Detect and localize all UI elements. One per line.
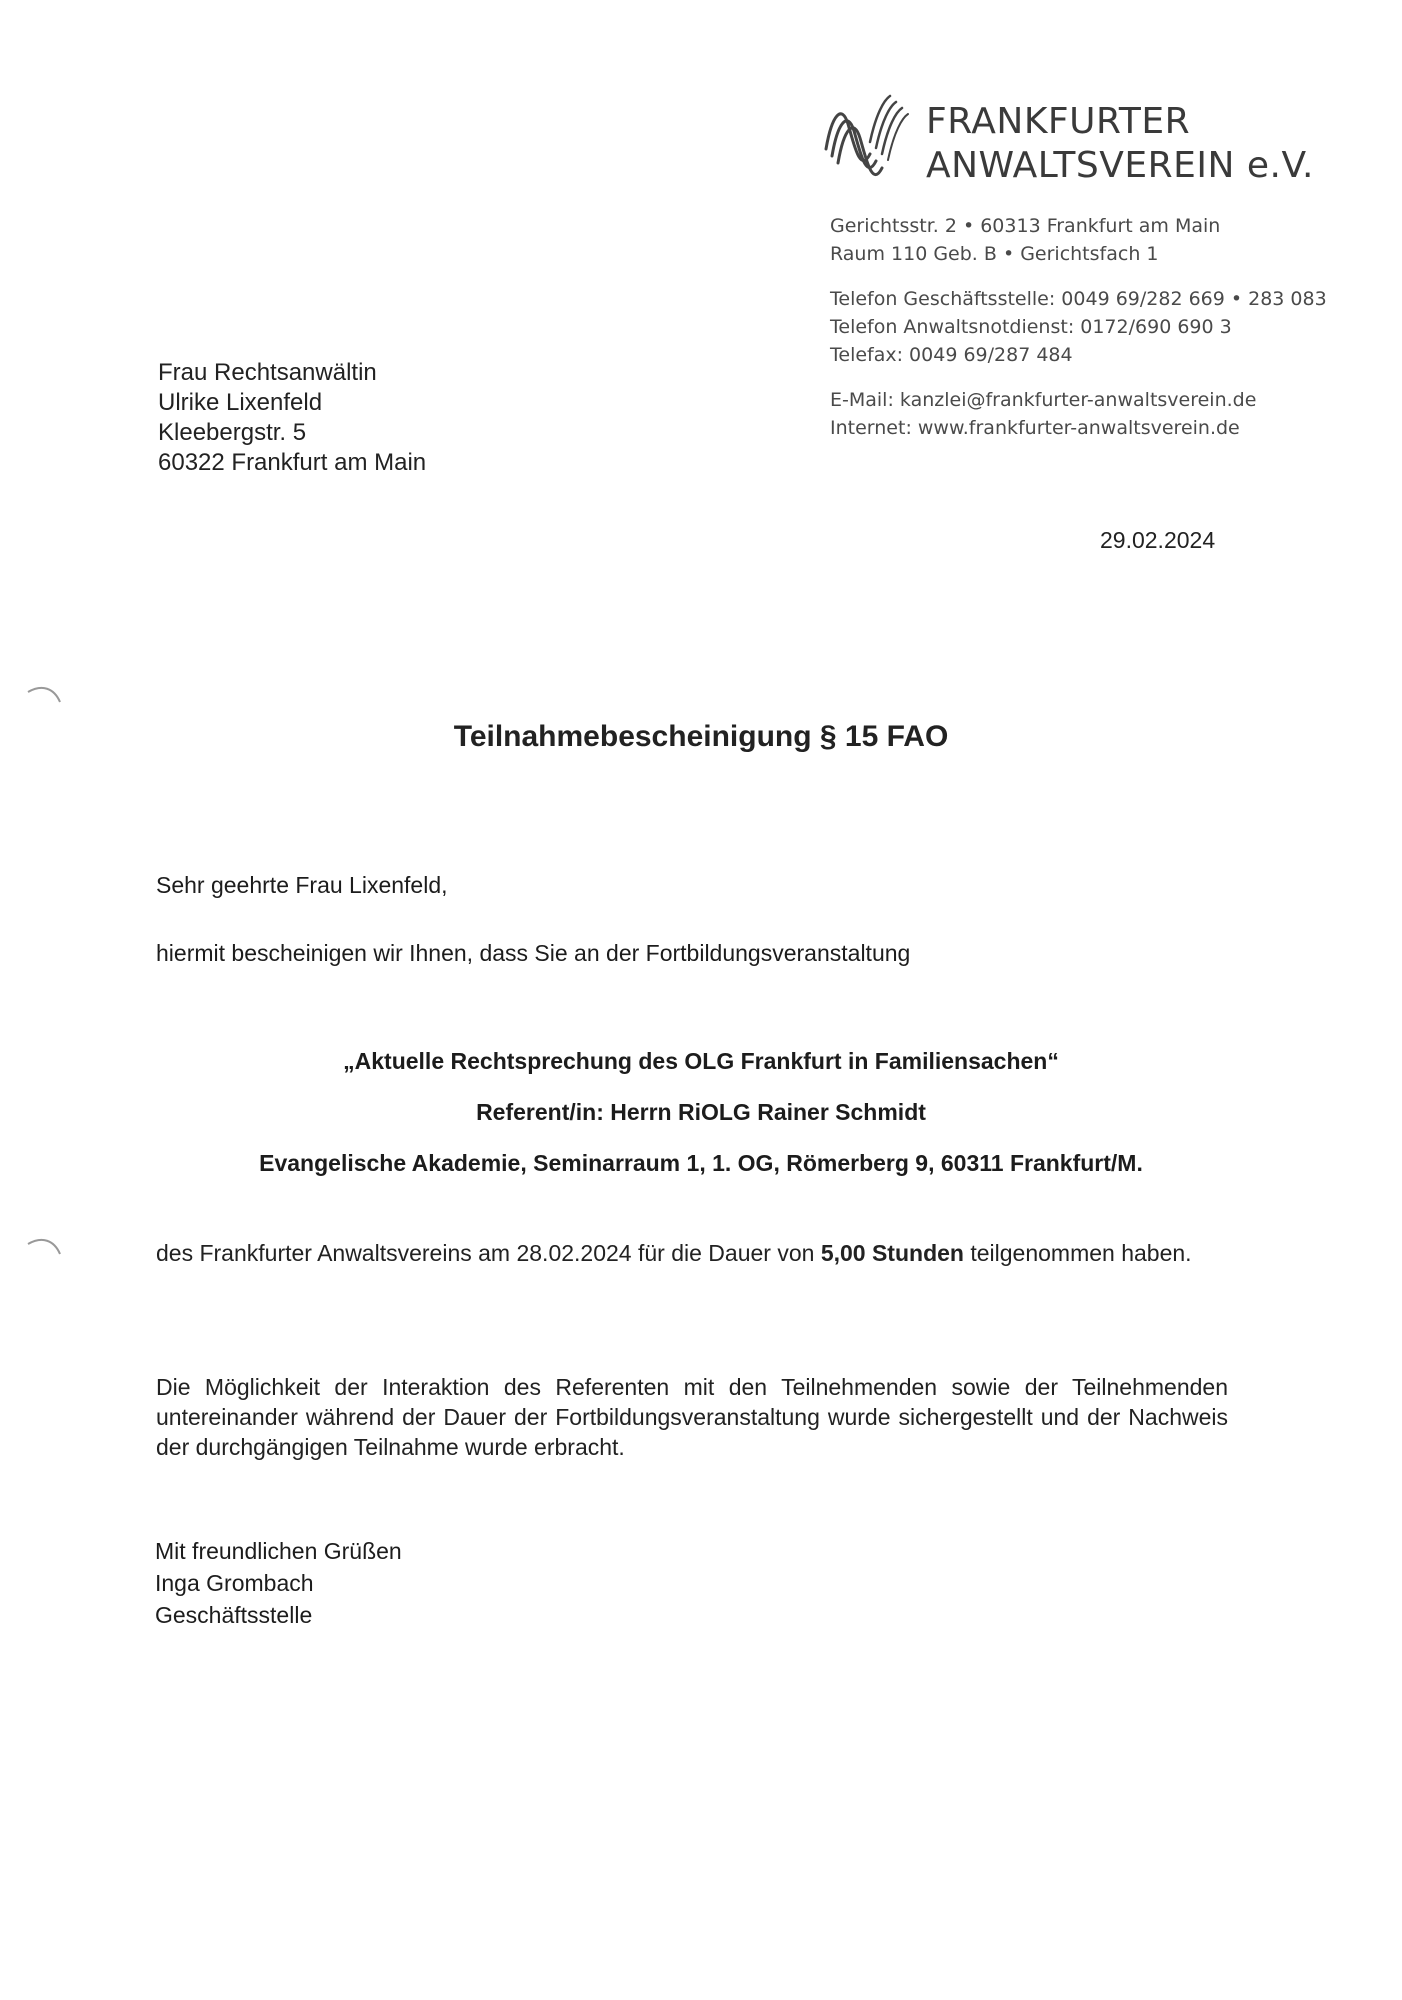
interaction-paragraph: Die Möglichkeit der Interaktion des Referenten mit den Teilnehmenden sowie der Teilnehmenden untereinander während der Dauer der Fortbildungsveranstaltung wurde sichergestellt und der Nachweis der durchgängigen Teilnahme wurde erbracht. <box>156 1374 1228 1460</box>
closing-block <box>155 1535 402 1631</box>
address-block <box>830 212 1390 268</box>
website-address: Internet: www.frankfurter-anwaltsverein.de <box>830 417 1240 439</box>
event-location: Evangelische Akademie, Seminarraum 1, 1. OG, Römerberg 9, 60311 Frankfurt/M. <box>259 1150 1143 1176</box>
phone-office: Telefon Geschäftsstelle: 0049 69/282 669 • 283 083 <box>830 288 1327 310</box>
punch-hole-mark-top <box>20 680 70 720</box>
recipient-line2: Ulrike Lixenfeld <box>158 389 323 416</box>
online-block <box>830 386 1390 442</box>
attendance-text-before: des Frankfurter Anwaltsvereins am 28.02.2024 für die Dauer von <box>156 1240 821 1266</box>
attendance-text-after: teilgenommen haben. <box>963 1240 1192 1266</box>
email-address: E-Mail: kanzlei@frankfurter-anwaltsverein.de <box>830 389 1257 411</box>
letterhead-logo <box>818 94 1402 194</box>
document-title: Teilnahmebescheinigung § 15 FAO <box>453 720 949 753</box>
address-line1: Gerichtsstr. 2 • 60313 Frankfurt am Main <box>830 215 1221 237</box>
signatory-name: Inga Grombach <box>155 1570 314 1596</box>
attendance-duration: 5,00 Stunden <box>820 1240 964 1266</box>
letter-date: 29.02.2024 <box>1100 527 1216 553</box>
recipient-line4: 60322 Frankfurt am Main <box>158 449 427 476</box>
closing-greeting: Mit freundlichen Grüßen <box>155 1538 402 1564</box>
signatory-position: Geschäftsstelle <box>155 1602 313 1628</box>
fax-number: Telefax: 0049 69/287 484 <box>830 344 1073 366</box>
attendance-paragraph <box>156 1238 1228 1268</box>
letterhead-contact <box>830 212 1390 459</box>
organization-name <box>926 100 1314 188</box>
intro-text: hiermit bescheinigen wir Ihnen, dass Sie an der Fortbildungsveranstaltung <box>156 940 911 966</box>
wave-stripes-logo-icon <box>818 94 918 194</box>
recipient-line1: Frau Rechtsanwältin <box>158 359 377 386</box>
phone-block <box>830 285 1390 369</box>
address-line2: Raum 110 Geb. B • Gerichtsfach 1 <box>830 243 1159 265</box>
event-speaker: Referent/in: Herrn RiOLG Rainer Schmidt <box>476 1099 926 1125</box>
salutation: Sehr geehrte Frau Lixenfeld, <box>156 872 448 898</box>
recipient-line3: Kleebergstr. 5 <box>158 419 307 446</box>
recipient-address <box>158 358 426 478</box>
organization-name-line2: ANWALTSVEREIN e.V. <box>926 145 1314 186</box>
event-name: „Aktuelle Rechtsprechung des OLG Frankfurt in Familiensachen“ <box>343 1048 1059 1074</box>
phone-emergency: Telefon Anwaltsnotdienst: 0172/690 690 3 <box>830 316 1232 338</box>
punch-hole-mark-bottom <box>20 1232 70 1272</box>
organization-name-line1: FRANKFURTER <box>926 101 1191 142</box>
event-details <box>0 1036 1402 1189</box>
